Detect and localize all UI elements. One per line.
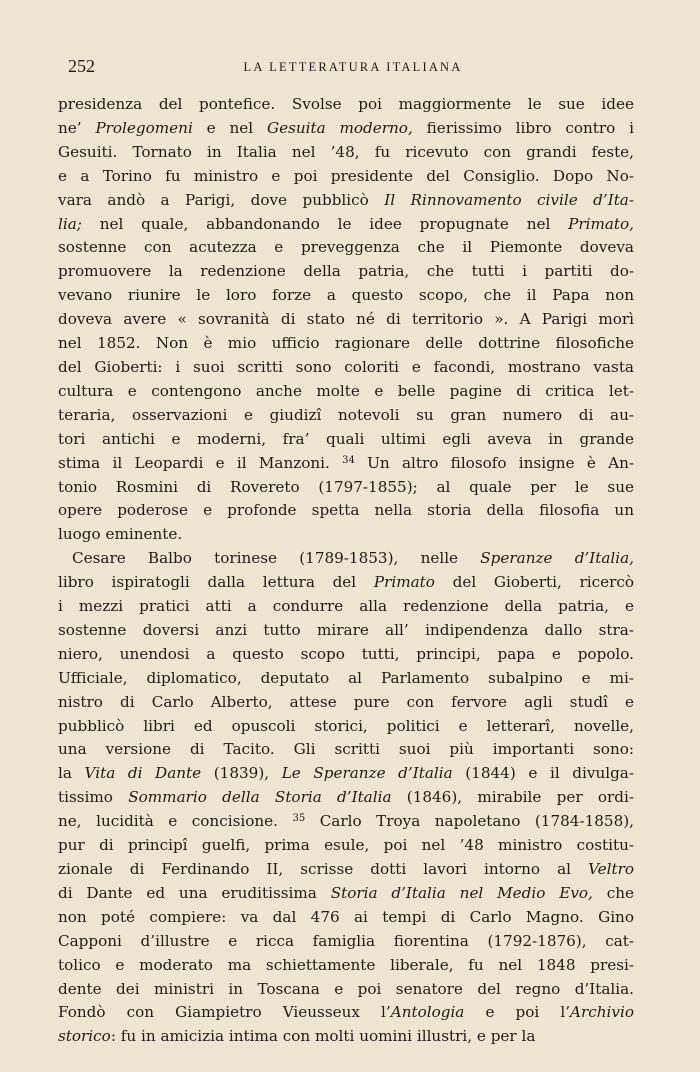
text-run: libro ispiratogli dalla lettura del xyxy=(58,573,374,592)
italic-title: storico xyxy=(58,1027,111,1046)
page-number: 252 xyxy=(68,56,95,76)
text-run: tori antichi e moderni, fra’ quali ultimi egli aveva in grande xyxy=(58,429,634,448)
text-run: presidenza del pontefice. Svolse poi maggiormente le sue idee xyxy=(58,95,634,113)
text-line xyxy=(58,189,634,213)
text-run: vevano riunire le loro forze a questo scopo, che il Papa non xyxy=(58,286,634,305)
text-line xyxy=(58,332,634,356)
text-run: dente dei ministri in Toscana e poi senatore del regno d’Italia. xyxy=(58,979,634,998)
text-run: pur di principî guelfi, prima esule, poi nel ’48 ministro costitu- xyxy=(58,836,634,855)
text-line xyxy=(58,236,634,260)
text-run: luogo eminente. xyxy=(58,525,183,544)
text-run: Un altro filosofo insigne è An- xyxy=(354,453,634,472)
text-line xyxy=(58,1025,634,1049)
text-line xyxy=(58,476,634,500)
text-run: cultura e contengono anche molte e belle pagine di critica let- xyxy=(58,381,634,400)
body-text xyxy=(58,93,634,1049)
italic-title: Storia d’Italia nel Medio Evo, xyxy=(330,883,593,902)
text-line xyxy=(58,452,634,476)
text-line xyxy=(58,762,634,786)
italic-title: Gesuita moderno, xyxy=(266,118,413,137)
text-run: Gesuiti. Tornato in Italia nel ’48, fu ricevuto con grandi feste, xyxy=(58,142,634,161)
text-run: di Dante ed una eruditissima xyxy=(58,883,331,902)
italic-title: Speranze d’Italia, xyxy=(480,549,634,568)
text-run: zionale di Ferdinando II, scrisse dotti lavori intorno al xyxy=(58,860,589,878)
text-line xyxy=(58,284,634,308)
text-run: Fondò con Giampietro Vieusseux l’ xyxy=(58,1003,391,1022)
footnote-ref: 34 xyxy=(342,454,355,466)
text-run: tissimo xyxy=(58,788,129,807)
footnote-ref: 35 xyxy=(292,813,306,825)
text-line xyxy=(58,404,634,428)
text-line xyxy=(58,499,634,523)
text-line xyxy=(58,978,634,1002)
text-line xyxy=(58,165,634,189)
text-run: del Gioberti: i suoi scritti sono coloriti e facondi, mostrano vasta xyxy=(58,357,634,376)
text-run: ne, lucidità e concisione. xyxy=(58,812,293,831)
text-run: sostenne con acutezza e preveggenza che il Piemonte doveva xyxy=(58,238,634,257)
text-line xyxy=(58,141,634,165)
text-line xyxy=(58,786,634,810)
text-run: promuovere la redenzione della patria, che tutti i partiti do- xyxy=(58,262,634,281)
text-run: opere poderose e profonde spetta nella storia della filosofia un xyxy=(58,501,634,520)
text-line xyxy=(58,93,634,117)
text-line xyxy=(58,213,634,237)
text-line xyxy=(58,428,634,452)
italic-title: Vita di Dante xyxy=(84,764,202,783)
text-line xyxy=(58,930,634,954)
text-run: stima il Leopardi e il Manzoni. xyxy=(58,453,343,472)
text-line xyxy=(58,523,634,547)
italic-title: Le Speranze d’Italia xyxy=(281,764,453,783)
text-run: (1844) e il divulga- xyxy=(452,764,634,783)
text-line xyxy=(58,810,634,834)
text-line xyxy=(58,858,634,882)
text-run: niero, unendosi a questo scopo tutti, principi, papa e popolo. xyxy=(58,644,634,663)
text-run: (1839), xyxy=(201,764,282,783)
text-line xyxy=(58,308,634,332)
text-line xyxy=(58,954,634,978)
text-line xyxy=(58,882,634,906)
text-run: nel quale, abbandonando le idee propugnate nel xyxy=(81,214,569,233)
text-run: e nel xyxy=(192,118,267,137)
text-run: nel 1852. Non è mio ufficio ragionare delle dottrine filosofiche xyxy=(58,334,634,353)
text-run: non poté compiere: va dal 476 ai tempi di Carlo Magno. Gino xyxy=(58,907,634,926)
text-run: Cesare Balbo torinese (1789-1853), nelle xyxy=(72,549,481,568)
text-run: tonio Rosmini di Rovereto (1797-1855); al quale per le sue xyxy=(58,477,634,496)
text-line xyxy=(58,1001,634,1025)
text-line xyxy=(58,834,634,858)
text-line xyxy=(58,906,634,930)
text-line xyxy=(58,691,634,715)
text-line xyxy=(58,738,634,762)
text-line xyxy=(58,117,634,141)
italic-title: Veltro xyxy=(588,860,634,878)
text-run: tolico e moderato ma schiettamente liberale, fu nel 1848 presi- xyxy=(58,955,634,974)
text-run: doveva avere « sovranità di stato né di territorio ». A Parigi morì xyxy=(58,310,634,329)
text-run: del Gioberti, ricercò xyxy=(434,573,634,592)
text-run: Capponi d’illustre e ricca famiglia fiorentina (1792-1876), cat- xyxy=(58,931,634,950)
text-run: Ufficiale, diplomatico, deputato al Parlamento subalpino e mi- xyxy=(58,668,634,687)
text-run: (1846), mirabile per ordi- xyxy=(391,788,634,807)
text-run: ne’ xyxy=(58,118,96,137)
italic-title: Sommario della Storia d’Italia xyxy=(128,788,392,807)
text-line xyxy=(58,619,634,643)
italic-title: Archivio xyxy=(570,1003,634,1022)
text-run: vara andò a Parigi, dove pubblicò xyxy=(58,190,385,209)
text-line xyxy=(58,260,634,284)
text-run: nistro di Carlo Alberto, attese pure con fervore agli studî e xyxy=(58,692,634,711)
text-run: una versione di Tacito. Gli scritti suoi più importanti sono: xyxy=(58,740,634,759)
text-run: e a Torino fu ministro e poi presidente del Consiglio. Dopo No- xyxy=(58,166,634,185)
text-run: sostenne doversi anzi tutto mirare all’ indipendenza dallo stra- xyxy=(58,620,634,639)
text-line xyxy=(58,715,634,739)
text-line xyxy=(58,380,634,404)
text-run: Carlo Troya napoletano (1784-1858), xyxy=(305,812,634,831)
text-run: : fu in amicizia intima con molti uomini illustri, e per la xyxy=(110,1027,536,1046)
text-run: che xyxy=(592,883,634,902)
text-run: i mezzi pratici atti a condurre alla redenzione della patria, e xyxy=(58,597,634,616)
italic-title: Prolegomeni xyxy=(95,118,193,137)
text-line xyxy=(58,571,634,595)
text-run: fierissimo libro contro i xyxy=(412,118,634,137)
running-title: LA LETTERATURA ITALIANA xyxy=(243,60,463,74)
italic-title: Antologia xyxy=(390,1003,465,1022)
text-run: e poi l’ xyxy=(464,1003,571,1022)
text-line xyxy=(58,356,634,380)
text-line xyxy=(58,643,634,667)
text-run: la xyxy=(58,764,85,783)
text-run: pubblicò libri ed opuscoli storici, politici e letterarî, novelle, xyxy=(58,716,634,735)
text-line xyxy=(58,595,634,619)
italic-title: Il Rinnovamento civile d’Ita- xyxy=(384,190,634,209)
text-line xyxy=(58,667,634,691)
page-header xyxy=(68,56,638,80)
italic-title: lia; xyxy=(58,214,82,233)
italic-title: Primato, xyxy=(568,214,634,233)
text-run: teraria, osservazioni e giudizî notevoli su gran numero di au- xyxy=(58,405,634,424)
italic-title: Primato xyxy=(373,573,435,592)
text-line xyxy=(58,547,634,571)
